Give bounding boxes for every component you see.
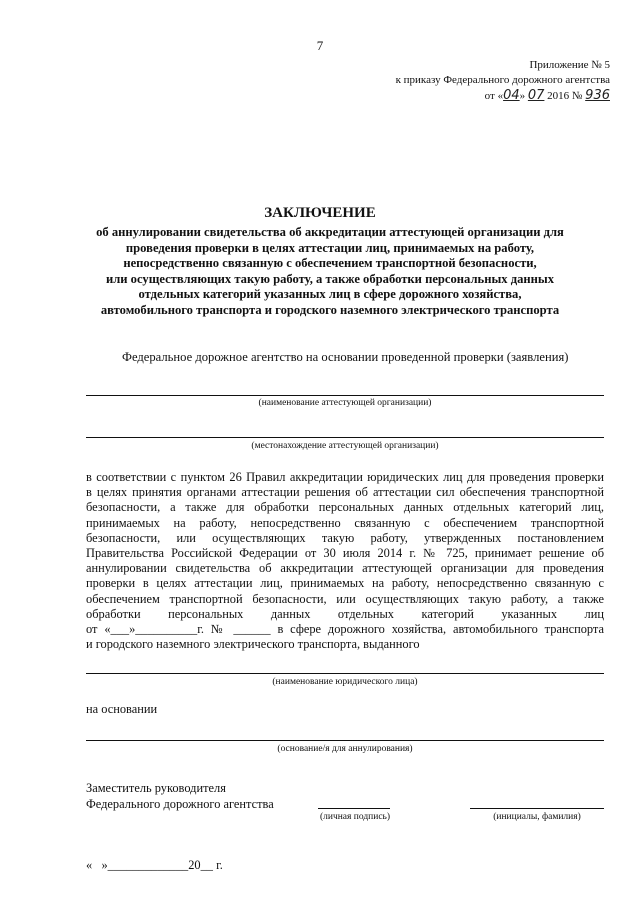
org-location-caption: (местонахождение аттестующей организации)	[251, 441, 439, 451]
handwritten-order-number: 936	[585, 88, 610, 103]
org-name-field-line	[86, 395, 604, 396]
date-line: « »_____________20__ г.	[86, 858, 223, 872]
legal-entity-field-line	[86, 673, 604, 674]
document-title: ЗАКЛЮЧЕНИЕ	[264, 205, 376, 221]
signature-caption: (личная подпись)	[319, 812, 391, 822]
appendix-header	[396, 58, 610, 104]
grounds-field-line	[86, 740, 604, 741]
body-line: проверки в целях аттестации лиц, принимаемых на работу, непосредственно связанную с	[86, 576, 604, 591]
body-line: безопасности, или осуществляющих такую работу, утвержденных постановлением	[86, 530, 604, 545]
appendix-date-line: от «04» 07 2016 № 936	[484, 88, 610, 103]
year-text: 2016 №	[547, 90, 583, 102]
body-line: в соответствии с пунктом 26 Правил аккредитации юридических лиц для проведения проверки	[86, 470, 604, 484]
body-line: в целях принятия органами аттестации решения об аттестации сил обеспечения транспортной	[86, 485, 604, 500]
handwritten-month: 07	[527, 88, 545, 103]
body-line: принимаемых на работу, непосредственно связанную с обеспечением транспортной	[86, 515, 604, 530]
appendix-line-2: к приказу Федерального дорожного агентства	[395, 74, 610, 86]
grounds-caption: (основание/я для аннулирования)	[277, 744, 413, 754]
handwritten-day: 04	[503, 88, 520, 103]
body-line: обработки персональных данных отдельных категорий указанных лиц	[86, 606, 604, 621]
body-line: от «___»__________г. № ______ в сфере дорожного хозяйства, автомобильного транспорта	[86, 622, 604, 637]
intro-text: Федеральное дорожное агентство на основании проведенной проверки (заявления)	[122, 350, 569, 364]
body-line: безопасности, а также для обработки персональных данных отдельных категорий лиц,	[86, 500, 604, 515]
initials-field-line	[470, 808, 604, 809]
signatory-agency: Федерального дорожного агентства	[86, 797, 274, 811]
initials-caption: (инициалы, фамилия)	[493, 812, 581, 822]
subtitle-line: отдельных категорий указанных лиц в сфере дорожного хозяйства,	[138, 287, 522, 302]
signatory-block	[86, 780, 274, 812]
appendix-line-1: Приложение № 5	[529, 59, 610, 71]
signatory-title: Заместитель руководителя	[86, 781, 226, 795]
subtitle-line: автомобильного транспорта и городского наземного электрического транспорта	[100, 302, 560, 317]
document-subtitle	[70, 225, 590, 319]
date-prefix: от «	[484, 90, 504, 102]
body-line: Правительства Российской Федерации от 30 июля 2014 г. № 725, принимает решение об	[86, 546, 604, 561]
body-line: аннулировании свидетельства об аккредитации аттестующей организации для проведения	[86, 561, 604, 576]
org-location-field-line	[86, 437, 604, 438]
body-line: обеспечением транспортной безопасности, или осуществляющих такую работу, а также	[86, 591, 604, 606]
subtitle-line: об аннулировании свидетельства об аккредитации аттестующей организации для	[96, 225, 564, 239]
subtitle-line: непосредственно связанную с обеспечением транспортной безопасности,	[123, 256, 537, 271]
page-number: 7	[316, 38, 324, 53]
subtitle-line: или осуществляющих такую работу, а также обработки персональных данных	[105, 271, 555, 286]
signature-field-line	[318, 808, 390, 809]
body-line: и городского наземного электрического транспорта, выданного	[86, 637, 420, 652]
on-basis-label: на основании	[86, 702, 158, 716]
subtitle-line: проведения проверки в целях аттестации лиц, принимаемых на работу,	[125, 240, 535, 255]
legal-entity-caption: (наименование юридического лица)	[272, 677, 418, 687]
org-name-caption: (наименование аттестующей организации)	[258, 398, 432, 408]
body-text	[86, 470, 604, 652]
